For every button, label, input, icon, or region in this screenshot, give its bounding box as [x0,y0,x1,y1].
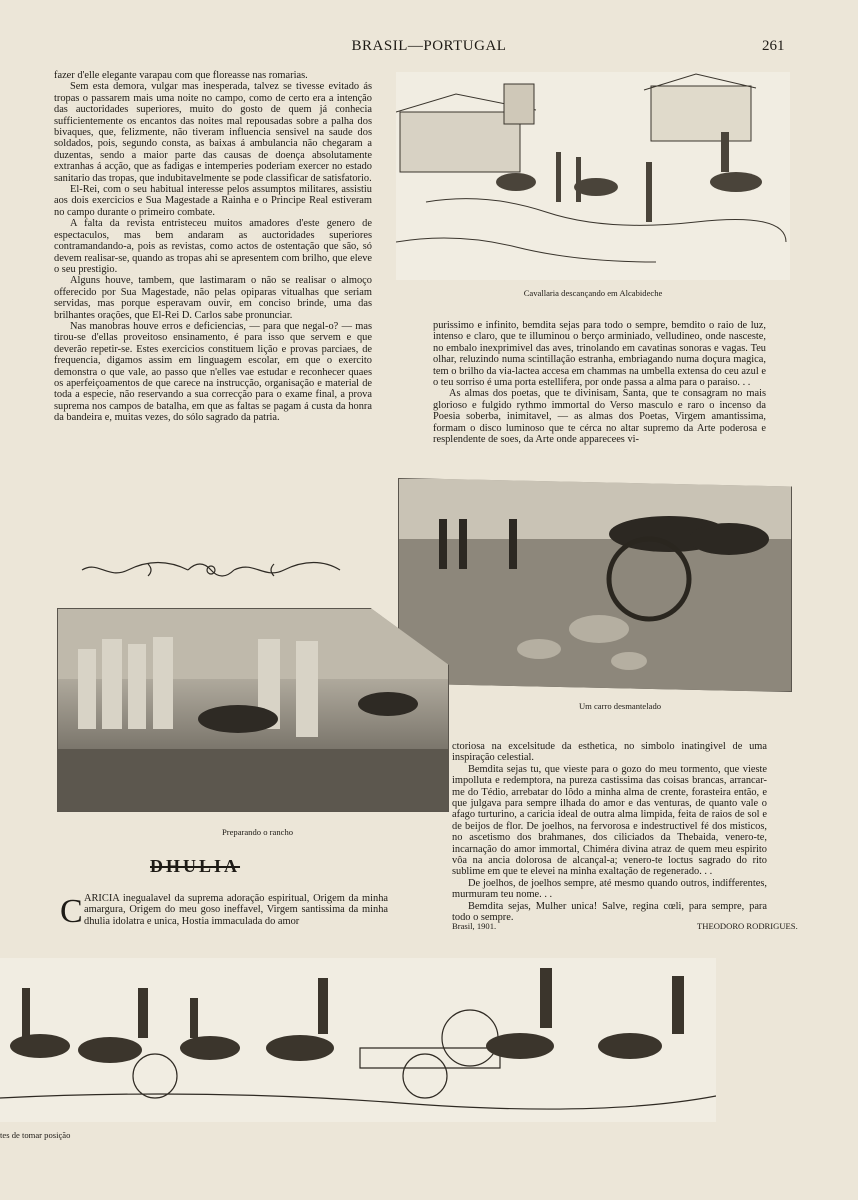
cavalry-illustration [396,72,790,280]
paragraph: fazer d'elle elegante varapau com que floreasse nas romarias. [54,70,308,81]
page-header-title: BRASIL—PORTUGAL [351,38,507,54]
right-column-text-top [433,320,766,445]
cart-caption: Um carro desmantelado [578,701,662,711]
paragraph: As almas dos poetas, que te divinisam, Santa, que te consagram no mais glorioso e fulgido rythmo immortal do Verso masculo e raro o incenso da Poesia soberba, inimitavel, — as almas dos Poetas, Virgem amantissima, formam o disco luminoso que te cérca no altar supremo da Arte poderosa e resplendente de soes, da Arte onde apparecees vi- [433,388,766,446]
rancho-photo [57,608,449,812]
rancho-caption: Preparando o rancho [221,827,294,837]
paragraph: Bemdita sejas tu, que vieste para o gozo do meu tormento, que vieste impolluta e redemptora, na pureza castissima das coisas brancas, arrancar-me do Tédio, arrebatar do lôdo a minha alma de crente, forasteira então, e que julgava para sempre ilhada do amor e das venturas, de quanto vale o afago turturino, a caricia ideal de outra alma limpida, feita de raios de sol e de beijos de flor. De joelhos, na fervorosa e indestructivel fé dos misticos, no ascetismo dos brahmanes, dos ciliciados da Thebaida, venero-te, incarnação do amor immortal, Chiméra divina atraz de quem meu espirito vôa na ancia dolorosa de alcançal-a; venero-te loctus sagrado do rito sublime em que te elevei na minha exaltação de regenerado. . . [452,763,767,878]
paragraph: Nas manobras houve erros e deficiencias, — para que negal-o? — mas tirou-se d'ellas proveitoso ensinamento, é para isso que servem e que deverão repetir-se. Estes exercicios constituem lição e provas parciaes, de frequencia, digamos assim em linguagem escolar, em que o exercito demonstra o que vale, ao passo que n'elles vae estudar e reconhecer quaes os aperfeiçoamentos de que carece na instrucção, organisação e material de toda a especie, não reservando a sua correcção para o exame final, a prova suprema nos campos de batalha, em que as faltas se pagam á custa da honra da bandeira e, muitas vezes, do sólo sagrado da patria. [54,320,372,424]
decorative-ornament [78,556,344,584]
dhulia-title: DHULIA [150,856,241,876]
bottom-illustration [0,958,716,1122]
drop-cap: C [60,893,83,930]
paragraph: ARICIA inegualavel da suprema adoração espiritual, Origem da minha amargura, Origem do meu goso ineffavel, Virgem santissima da minha dhulia idolatra e unica, Hostia immaculada do amor [84,893,388,927]
signature-author: THEODORO RODRIGUES. [697,921,798,931]
page-number: 261 [762,38,785,54]
paragraph: purissimo e infinito, bemdita sejas para todo o sempre, bemdito o raio de luz, intenso e claro, que te illuminou o berço arminiado, velludineo, onde nasceste, no embalo inexprimivel das aves, trinolando em cavatinas sonoras e vagas. Teu olhar, reluzindo numa scintillação estranha, embriagando numa doçura magica, tem o brilho da via-lactea accesa em chammas na umbella extensa do ceu azul e o teu sorriso é uma porta estellifera, por onde passa a alma para o paraiso. . . [433,320,766,389]
left-column-text [54,70,372,424]
cart-photo [398,478,792,692]
paragraph: Bemdita sejas, Mulher unica! Salve, regina cœli, para sempre, para todo o sempre. [452,900,767,924]
paragraph: El-Rei, com o seu habitual interesse pelos assumptos militares, assistiu aos dois exercicios e Sua Magestade a Rainha e o Principe Real estiveram no campo durante o primeiro combate. [54,184,372,218]
dhulia-text [60,893,388,930]
rancho-photo-drawing [58,609,448,811]
cavalry-caption: Cavallaria descançando em Alcabideche [523,288,663,298]
paragraph: De joelhos, de joelhos sempre, até mesmo quando outros, indifferentes, murmuram teu nome. . . [452,877,767,901]
cavalry-sketch-drawing [396,72,790,280]
ornament-drawing [78,556,344,584]
bottom-caption: tes de tomar posição [0,1130,71,1140]
signature-place: Brasil, 1901. [452,921,497,931]
paragraph: Sem esta demora, vulgar mas inesperada, talvez se tivesse evitado ás tropas o passarem mais uma noite no campo, como de certo era a intenção das auctoridades superiores, muito do gosto de quem já conhecia sufficientemente os encantos das noites mal repousadas sobre a palha dos bivaques, que, felizmente, não tiveram influencia sensivel na saude dos soldados, pois, segundo consta, as baixas á ambulancia não chegaram a duzentas, sendo a maior parte das causas de doença absolutamente extranhas á acção, que as fadigas e intemperies poderiam exercer no estado sanitario das tropas, que indubitavelmente se pode classificar de satisfatorio. [54,81,372,184]
bottom-sketch-drawing [0,958,716,1122]
paragraph: ctoriosa na excelsitude da esthetica, no simbolo inatingivel de uma inspiração celestial. [452,741,767,764]
cart-photo-drawing [399,479,791,691]
right-column-text-bottom [452,741,767,924]
paragraph: Alguns houve, tambem, que lastimaram o não se realisar o almoço offerecido por Sua Magestade, não pelas opiparas vitualhas que seriam servidas, mas porque esperavam ouvir, em conciso brinde, uma das brilhantes orações, que El-Rei D. Carlos sabe pronunciar. [54,275,372,321]
paragraph: A falta da revista entristeceu muitos amadores d'este genero de espectaculos, mas bem andaram as auctoridades superiores contramandando-a, pois as revistas, como actos de ostentação que são, só devem realisar-se, quando as tropas ahi se apresentem com brilho, que eleve o seu prestigio. [54,218,372,275]
